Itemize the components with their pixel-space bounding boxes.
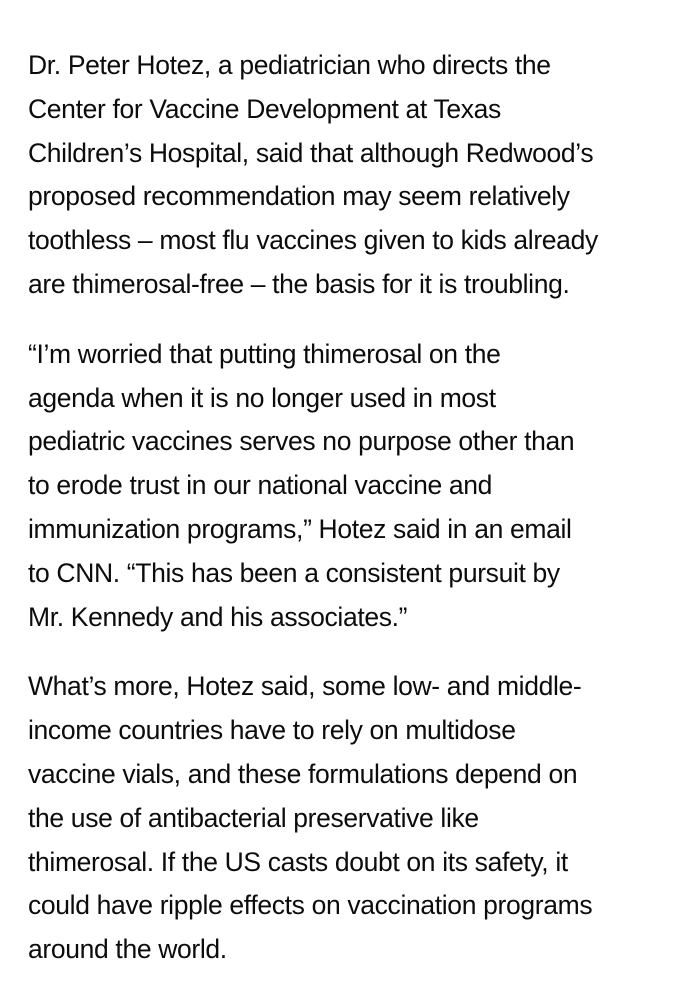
text-line: thimerosal. If the US casts doubt on its safety, it	[28, 846, 568, 877]
paragraph-hotez-intro	[28, 44, 678, 307]
text-line: to erode trust in our national vaccine and	[28, 470, 493, 501]
text-line: pediatric vaccines serves no purpose other than	[28, 426, 575, 457]
article-body	[28, 44, 678, 998]
paragraph-hotez-quote	[28, 333, 678, 640]
text-line: agenda when it is no longer used in most	[28, 382, 496, 413]
text-line: are thimerosal-free – the basis for it is troubling.	[28, 268, 570, 299]
text-line: Children’s Hospital, said that although Redwood’s	[28, 137, 594, 168]
text-line: could have ripple effects on vaccination programs	[28, 890, 593, 921]
text-line: to CNN. “This has been a consistent pursuit by	[28, 557, 560, 588]
paragraph-global-impact	[28, 665, 678, 972]
text-line: Center for Vaccine Development at Texas	[28, 93, 501, 124]
text-line: proposed recommendation may seem relatively	[28, 181, 570, 212]
text-line: immunization programs,” Hotez said in an email	[28, 513, 572, 544]
text-line: What’s more, Hotez said, some low- and middle-	[28, 671, 582, 702]
text-line: the use of antibacterial preservative like	[28, 802, 479, 833]
text-line: Dr. Peter Hotez, a pediatrician who directs the	[28, 50, 551, 80]
text-line: “I’m worried that putting thimerosal on the	[28, 338, 501, 369]
text-line: income countries have to rely on multidose	[28, 715, 516, 746]
text-line: Mr. Kennedy and his associates.”	[28, 601, 408, 632]
text-line: toothless – most flu vaccines given to kids already	[28, 225, 598, 256]
text-line: vaccine vials, and these formulations depend on	[28, 758, 578, 789]
text-line: around the world.	[28, 934, 227, 965]
